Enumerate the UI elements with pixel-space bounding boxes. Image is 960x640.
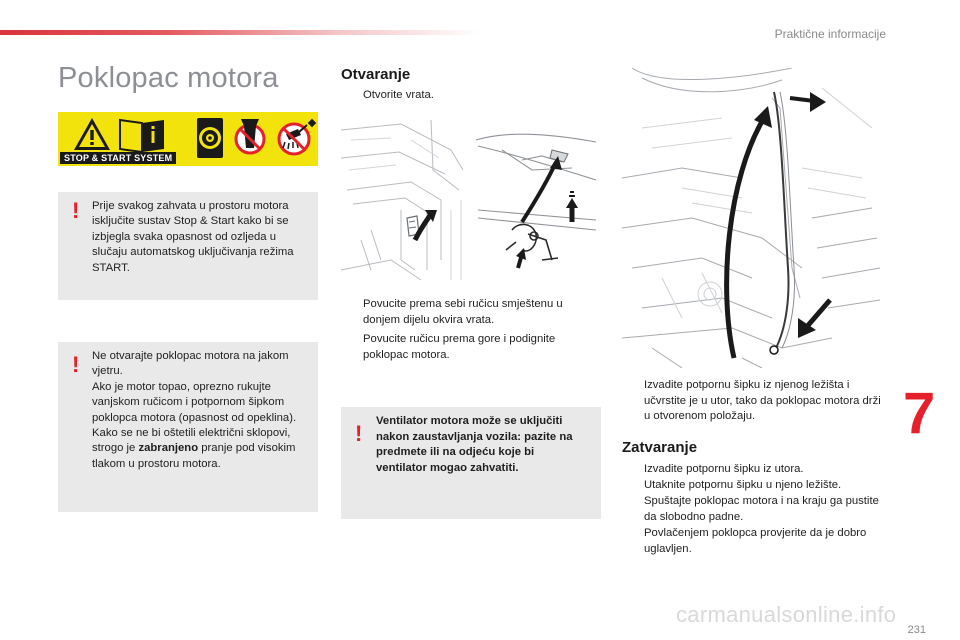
note-hot-engine <box>58 342 318 512</box>
note-stop-start <box>58 192 318 300</box>
fan-icon <box>197 118 223 158</box>
heading-closing: Zatvaranje <box>622 439 698 456</box>
list-item <box>622 462 884 478</box>
step-text: Izvadite potpornu šipku iz utora. <box>644 463 804 475</box>
list-item <box>341 88 591 104</box>
header-color-bar <box>0 30 480 35</box>
warning-triangle-icon <box>74 118 110 150</box>
list-item <box>341 297 591 328</box>
step-text: Povlačenjem poklopca provjerite da je dobro uglavljen. <box>644 527 867 555</box>
list-item <box>622 478 884 494</box>
step-text: Otvorite vrata. <box>363 89 434 101</box>
no-water-spray-icon <box>279 119 316 154</box>
step-text: Povucite prema sebi ručicu smještenu u donjem dijelu okvira vrata. <box>363 298 563 326</box>
step-text: Utaknite potpornu šipku u njeno ležište. <box>644 479 842 491</box>
hood-strut-illustration <box>622 68 882 368</box>
note-text <box>92 349 314 472</box>
warning-exclamation-icon: ! <box>72 198 80 223</box>
page-title: Poklopac motora <box>58 62 279 94</box>
list-item <box>341 332 591 363</box>
warning-exclamation-icon: ! <box>72 352 80 377</box>
note-text-part: Ne otvarajte poklopac motora na jakom vjetru. Ako je motor topao, oprezno rukujte vanjskom ručicom i potpornom šipkom poklopca motora (opasnost od opeklina). Kako se ne bi oštetili električni sklopovi, strogo je <box>92 350 297 455</box>
list-item <box>622 526 884 557</box>
section-header: Praktične informacije <box>774 27 886 41</box>
note-fan <box>341 407 601 519</box>
warning-strip <box>58 112 318 166</box>
chapter-number: 7 <box>903 381 936 446</box>
watermark: carmanualsonline.info <box>676 602 897 627</box>
list-item <box>622 494 884 525</box>
hood-latch-illustration <box>472 110 600 283</box>
manual-book-icon <box>120 120 164 152</box>
stop-start-system-label: STOP & START SYSTEM <box>60 152 176 164</box>
note-text: Prije svakog zahvata u prostoru motora isključite sustav Stop & Start kako bi se izbjegla svaka opasnost od ozljeda u slučaju automatskog uključivanja režima START. <box>92 200 294 274</box>
note-text-part: pranje pod visokim tlakom u prostoru motora. <box>92 442 296 470</box>
page-number: 231 <box>907 624 926 636</box>
note-text: Ventilator motora može se uključiti nakon zaustavljanja vozila: pazite na predmete ili na odjeću koje bi ventilator mogao zahvatiti. <box>376 415 573 474</box>
door-lever-illustration <box>341 110 464 283</box>
no-hand-icon <box>236 119 264 153</box>
heading-opening: Otvaranje <box>341 66 411 83</box>
warning-exclamation-icon: ! <box>355 421 363 446</box>
step-text: Povucite ručicu prema gore i podignite poklopac motora. <box>363 333 556 361</box>
list-item <box>622 378 884 425</box>
step-text: Spuštajte poklopac motora i na kraju ga pustite da slobodno padne. <box>644 495 879 523</box>
note-emphasis: zabranjeno <box>138 442 199 455</box>
step-text: Izvadite potpornu šipku iz njenog ležišta i učvrstite je u utor, tako da poklopac motora drži u otvorenom položaju. <box>644 379 881 423</box>
